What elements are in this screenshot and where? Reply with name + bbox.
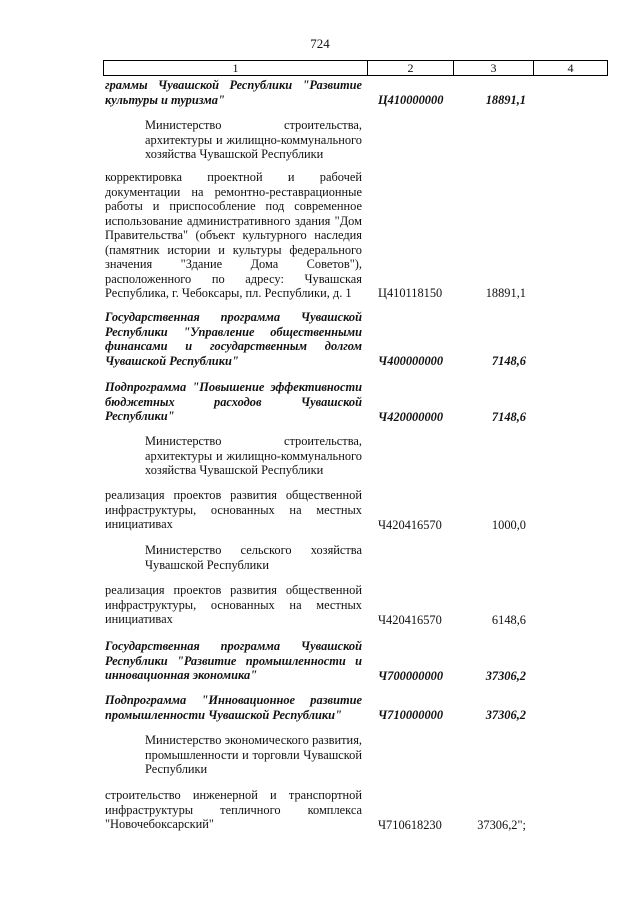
column-header-row: [103, 60, 608, 76]
column-header-4: 4: [534, 61, 608, 76]
row-sum: 1000,0: [491, 518, 526, 532]
row-name: Министерство сельского хозяйства Чувашской Республики: [145, 543, 362, 572]
row-name: Министерство строительства, архитектуры и жилищно-коммунального хозяйства Чувашской Республики: [145, 118, 362, 161]
column-header-2: 2: [368, 61, 454, 76]
page-number: 724: [310, 36, 330, 51]
row-code: Ц410000000: [378, 93, 444, 107]
row-name: Министерство экономического развития, промышленности и торговли Чувашской Республики: [145, 733, 362, 776]
row-code: Ч400000000: [378, 354, 444, 368]
column-header-3: 3: [454, 61, 534, 76]
row-code: Ч700000000: [378, 669, 444, 683]
row-name: Министерство строительства, архитектуры и жилищно-коммунального хозяйства Чувашской Республики: [145, 434, 362, 477]
row-name: граммы Чувашской Республики "Развитие культуры и туризма": [105, 78, 362, 107]
row-sum: 37306,2: [485, 708, 526, 722]
row-name: Государственная программа Чувашской Республики "Управление общественными финансами и государственным долгом Чувашской Республики": [105, 310, 362, 368]
row-name: строительство инженерной и транспортной инфраструктуры тепличного комплекса "Новочебоксарский": [105, 788, 362, 831]
row-name: реализация проектов развития общественной инфраструктуры, основанных на местных инициативах: [105, 583, 362, 626]
row-code: Ц410118150: [378, 286, 443, 300]
row-sum: 7148,6: [491, 354, 526, 368]
row-sum: 37306,2";: [477, 818, 526, 832]
row-name: Подпрограмма "Инновационное развитие промышленности Чувашской Республики": [105, 693, 362, 722]
row-sum: 18891,1: [485, 286, 526, 300]
row-name: реализация проектов развития общественной инфраструктуры, основанных на местных инициативах: [105, 488, 362, 531]
row-code: Ч420416570: [378, 613, 442, 627]
column-header-1: 1: [104, 61, 368, 76]
row-name: Государственная программа Чувашской Республики "Развитие промышленности и инновационная экономика": [105, 639, 362, 682]
row-code: Ч710618230: [378, 818, 442, 832]
row-sum: 37306,2: [485, 669, 526, 683]
row-name: Подпрограмма "Повышение эффективности бюджетных расходов Чувашской Республики": [105, 380, 362, 423]
row-sum: 18891,1: [485, 93, 526, 107]
row-sum: 7148,6: [491, 410, 526, 424]
row-sum: 6148,6: [491, 613, 526, 627]
row-code: Ч420416570: [378, 518, 442, 532]
row-code: Ч420000000: [378, 410, 444, 424]
row-name: корректировка проектной и рабочей документации на ремонтно-реставрационные работы и приспособление под современное использование административного здания "Дом Правительства" (объект культурного наследия (памятник истории и культуры федерального значения "Здание Дома Советов"), расположенного по адресу: Чувашская Республика, г. Чебоксары, пл. Республики, д. 1: [105, 170, 362, 300]
row-code: Ч710000000: [378, 708, 444, 722]
